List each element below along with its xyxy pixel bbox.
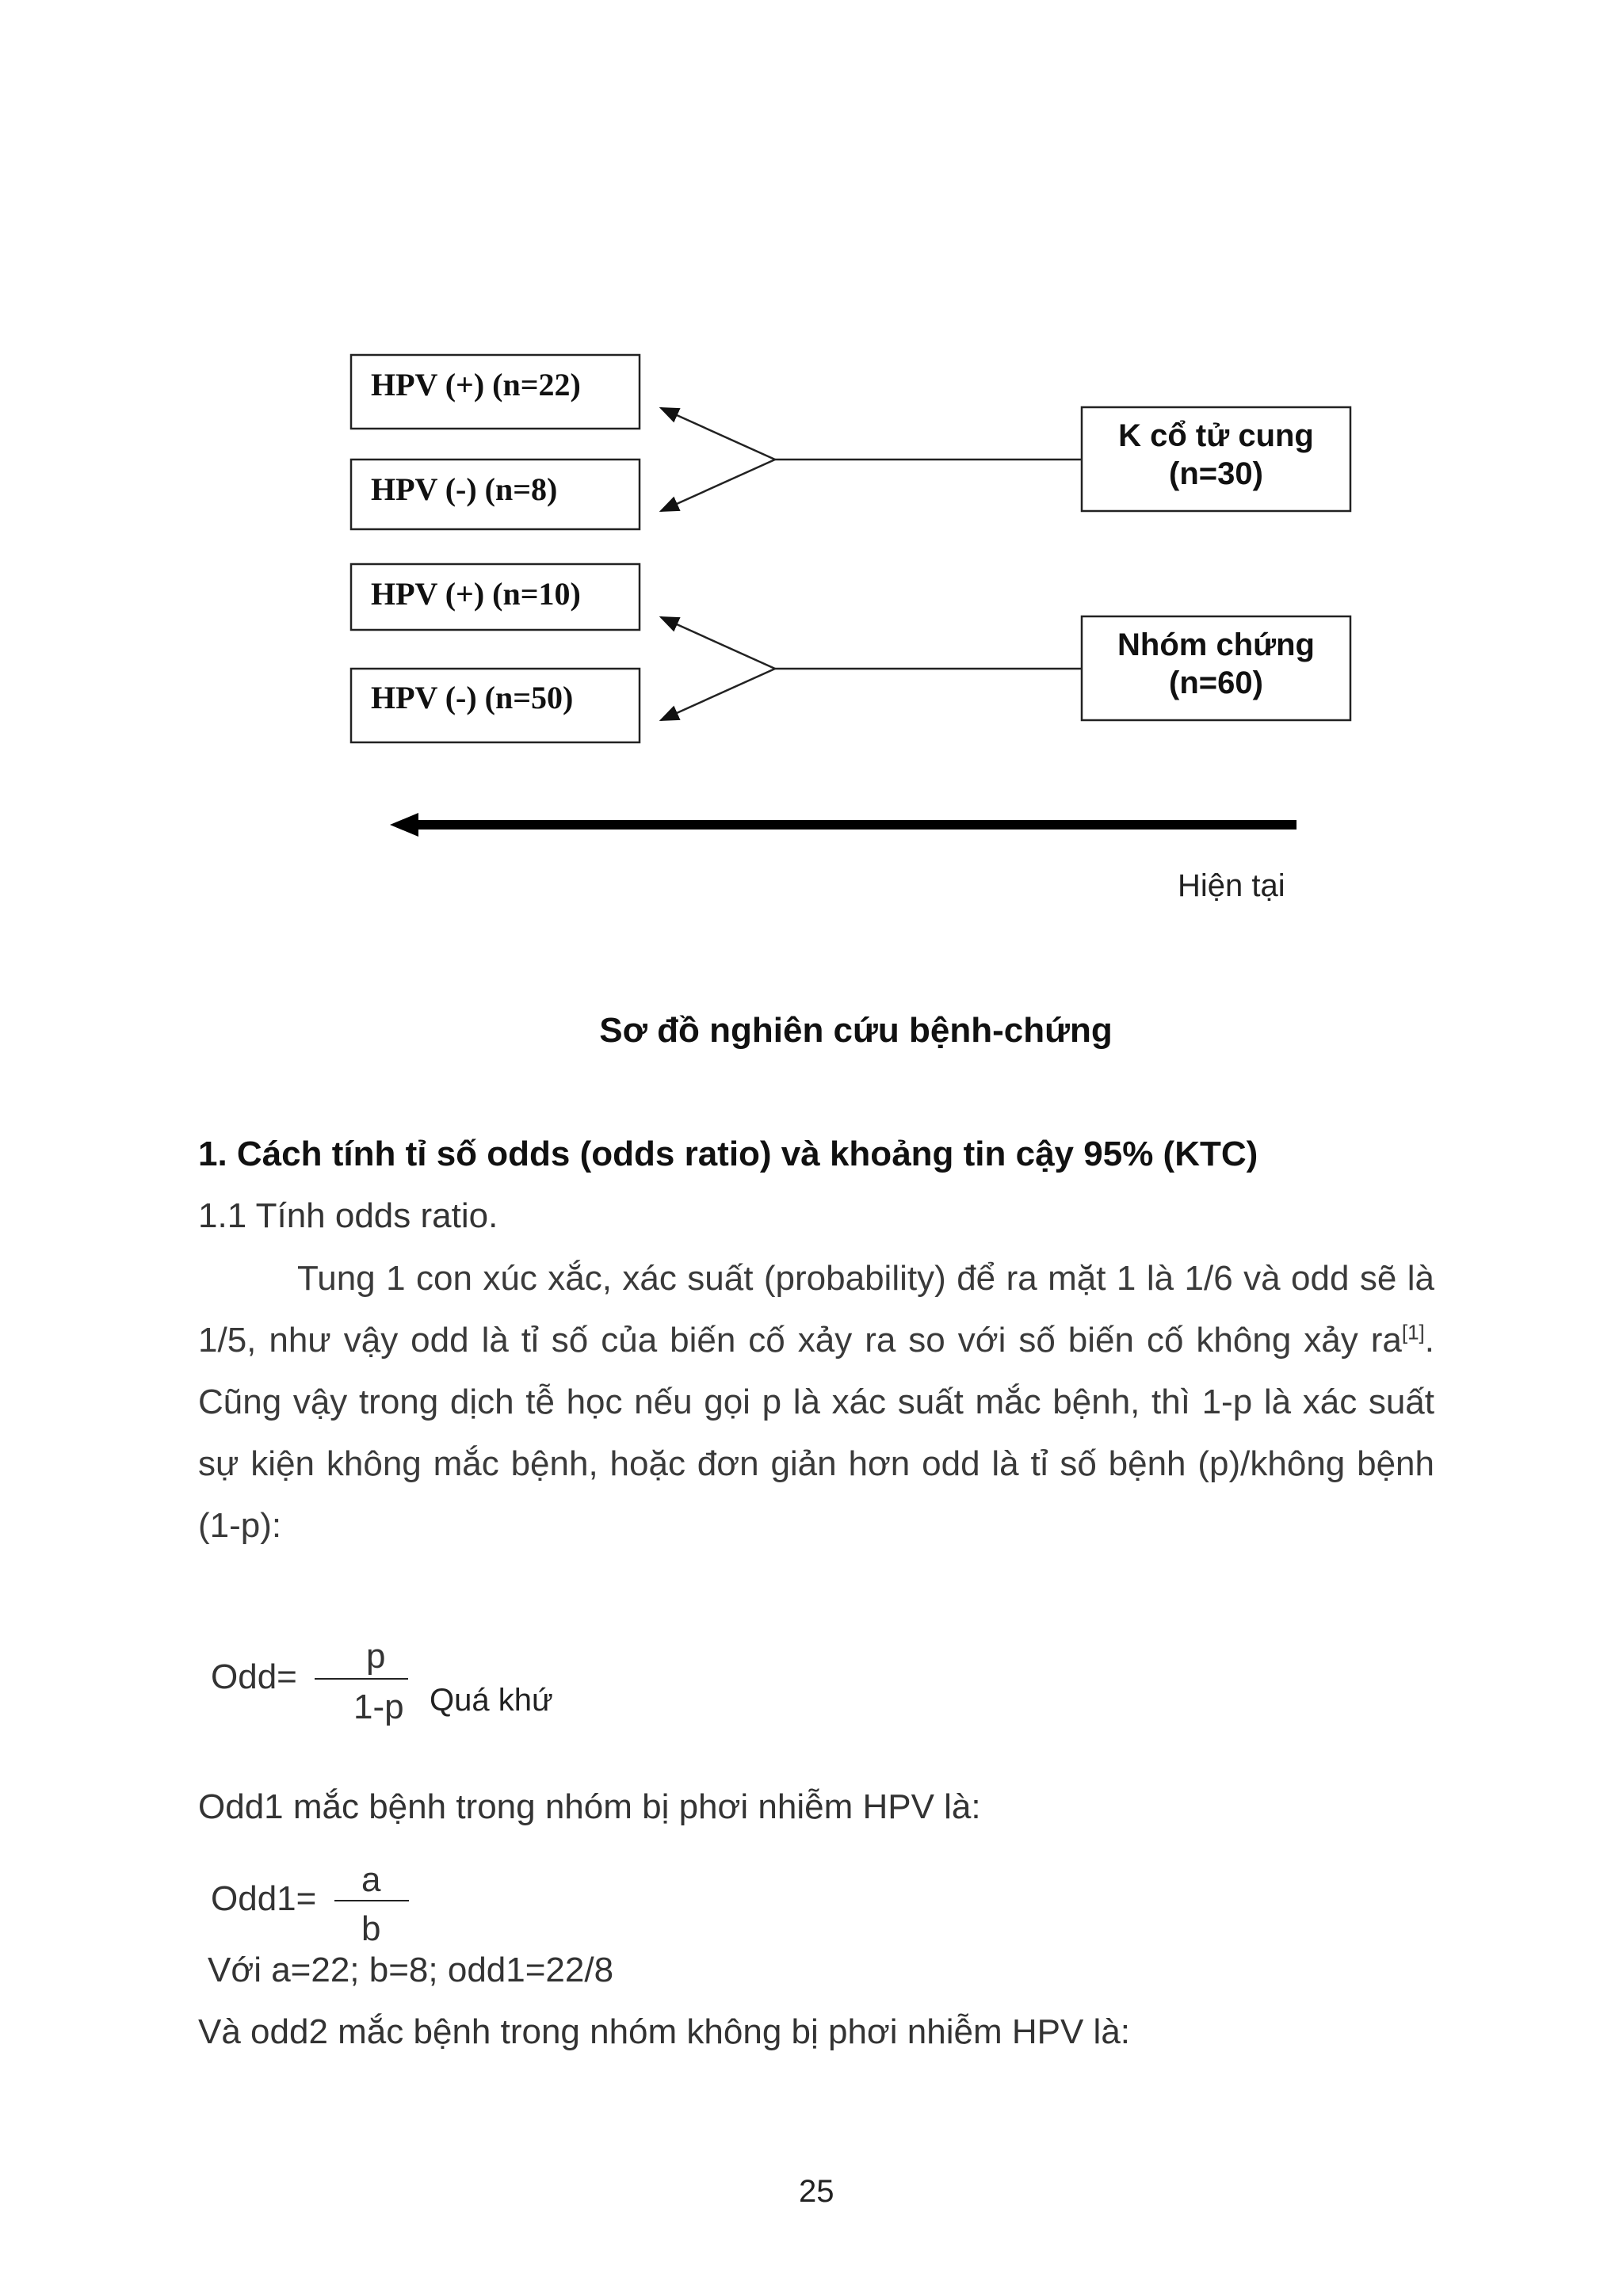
formula-odd1-numerator: a [361, 1860, 381, 1899]
footnote-ref[interactable]: [1] [1401, 1320, 1425, 1344]
formula-odd1-denominator: b [361, 1909, 381, 1948]
paragraph-part-2: . Cũng vậy trong dịch tễ học nếu gọi p là xác suất mắc bệnh, thì 1-p là xác suất sự kiện không mắc bệnh, hoặc đơn giản hơn odd là tỉ số bệnh (p)/không bệnh (1-p): [198, 1321, 1434, 1545]
odd2-intro: Và odd2 mắc bệnh trong nhóm không bị phơi nhiễm HPV là: [198, 2012, 1131, 2051]
odd1-values: Với a=22; b=8; odd1=22/8 [208, 1951, 614, 1989]
formula-odd1-fraction-bar [334, 1900, 409, 1901]
section-heading: 1. Cách tính tỉ số odds (odds ratio) và khoảng tin cậy 95% (KTC) [198, 1135, 1258, 1173]
arrow-to-hpv-neg-case [661, 460, 775, 511]
page-number: 25 [799, 2174, 834, 2209]
group-control-title: Nhóm chứng [1117, 627, 1315, 662]
formula-odd-numerator: p [366, 1637, 386, 1676]
label-hpv-pos-control: HPV (+) (n=10) [371, 576, 581, 612]
group-label-control [1082, 626, 1350, 702]
group-case-title: K cổ tử cung [1118, 418, 1314, 453]
body-paragraph [198, 1248, 1434, 1557]
figure-caption: Sơ đồ nghiên cứu bệnh-chứng [599, 1011, 1113, 1050]
group-control-count: (n=60) [1169, 666, 1263, 700]
label-hpv-neg-control: HPV (-) (n=50) [371, 680, 574, 715]
arrow-to-hpv-neg-control [661, 669, 775, 720]
paragraph-part-1: Tung 1 con xúc xắc, xác suất (probability) để ra mặt 1 là 1/6 và odd sẽ là 1/5, như vậy odd là tỉ số của biến cố xảy ra so với số biến cố không xảy ra [198, 1259, 1434, 1360]
formula-odd-fraction-bar [315, 1678, 408, 1680]
label-hpv-neg-case: HPV (-) (n=8) [371, 471, 558, 507]
timeline-label: Hiện tại [1178, 868, 1285, 903]
arrow-to-hpv-pos-case [661, 408, 775, 460]
timeline-arrowhead-icon [390, 813, 418, 837]
group-case-count: (n=30) [1169, 456, 1263, 491]
label-hpv-pos-case: HPV (+) (n=22) [371, 367, 581, 402]
formula-odd-lhs: Odd= [211, 1657, 297, 1696]
arrow-to-hpv-pos-control [661, 617, 775, 669]
formula-odd-side-label: Quá khứ [430, 1683, 553, 1718]
subsection-title: 1.1 Tính odds ratio. [198, 1196, 498, 1235]
group-label-case [1082, 417, 1350, 493]
formula-odd-denominator: 1-p [353, 1688, 404, 1726]
formula-odd1-lhs: Odd1= [211, 1879, 317, 1918]
study-diagram [0, 0, 1623, 951]
odd1-intro: Odd1 mắc bệnh trong nhóm bị phơi nhiễm HPV là: [198, 1787, 981, 1826]
